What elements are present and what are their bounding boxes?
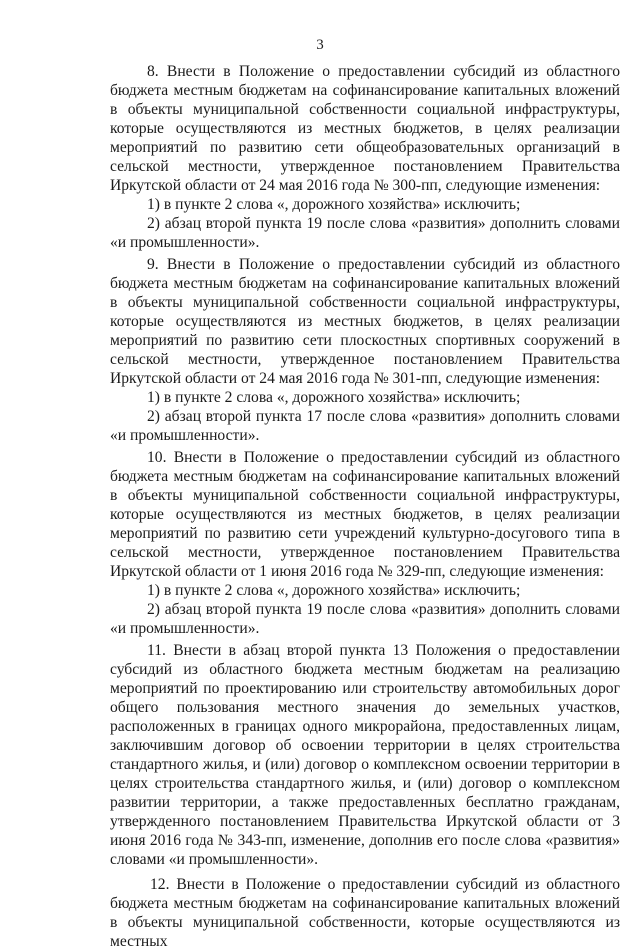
paragraph-8-item-2: 2) абзац второй пункта 19 после слова «развития» дополнить словами «и промышленности». (110, 215, 620, 251)
paragraph-11: 11. Внести в абзац второй пункта 13 Положения о предоставлении субсидий из областного бюджета местным бюджетам на реализацию мероприятий по проектированию или строительству автомобильных дорог общего пользования местного значения до земельных участков, расположенных в границах одного микрорайона, предоставленных лицам, заключившим договор об освоении территории в целях строительства стандартного жилья, и (или) договор о комплексном освоении территории в целях строительства стандартного жилья, и (или) договор о комплексном развитии территории, а также предоставленных бесплатно гражданам, утвержденного постановлением Правительства Иркутской области от 3 июня 2016 года № 343-пп, изменение, дополнив его после слова «развития» словами «и промышленности». (110, 642, 620, 868)
paragraph-9-item-2: 2) абзац второй пункта 17 после слова «развития» дополнить словами «и промышленности». (110, 408, 620, 444)
paragraph-10-item-1: 1) в пункте 2 слова «, дорожного хозяйства» исключить; (147, 582, 521, 599)
paragraph-9-item-1: 1) в пункте 2 слова «, дорожного хозяйства» исключить; (147, 389, 521, 406)
paragraph-8-item-1: 1) в пункте 2 слова «, дорожного хозяйства» исключить; (147, 196, 521, 213)
page-number: 3 (316, 37, 324, 53)
paragraph-12: 12. Внести в Положение о предоставлении субсидий из областного бюджета местным бюджетам на софинансирование капитальных вложений в объекты муниципальной собственности, которые осуществляются из местных (110, 876, 620, 950)
paragraph-8: 8. Внести в Положение о предоставлении субсидий из областного бюджета местным бюджетам на софинансирование капитальных вложений в объекты муниципальной собственности социальной инфраструктуры, которые осуществляются из местных бюджетов, в целях реализации мероприятий по развитию сети общеобразовательных организаций в сельской местности, утвержденное постановлением Правительства Иркутской области от 24 мая 2016 года № 300-пп, следующие изменения: (110, 63, 620, 194)
document-body (110, 62, 620, 951)
paragraph-10-item-2: 2) абзац второй пункта 19 после слова «развития» дополнить словами «и промышленности». (110, 601, 620, 637)
paragraph-9: 9. Внести в Положение о предоставлении субсидий из областного бюджета местным бюджетам на софинансирование капитальных вложений в объекты муниципальной собственности социальной инфраструктуры, которые осуществляются из местных бюджетов, в целях реализации мероприятий по развитию сети плоскостных спортивных сооружений в сельской местности, утвержденное постановлением Правительства Иркутской области от 24 мая 2016 года № 301-пп, следующие изменения: (110, 256, 620, 387)
paragraph-10: 10. Внести в Положение о предоставлении субсидий из областного бюджета местным бюджетам на софинансирование капитальных вложений в объекты муниципальной собственности социальной инфраструктуры, которые осуществляются из местных бюджетов, в целях реализации мероприятий по развитию сети учреждений культурно-досугового типа в сельской местности, утвержденное постановлением Правительства Иркутской области от 1 июня 2016 года № 329-пп, следующие изменения: (110, 449, 620, 580)
